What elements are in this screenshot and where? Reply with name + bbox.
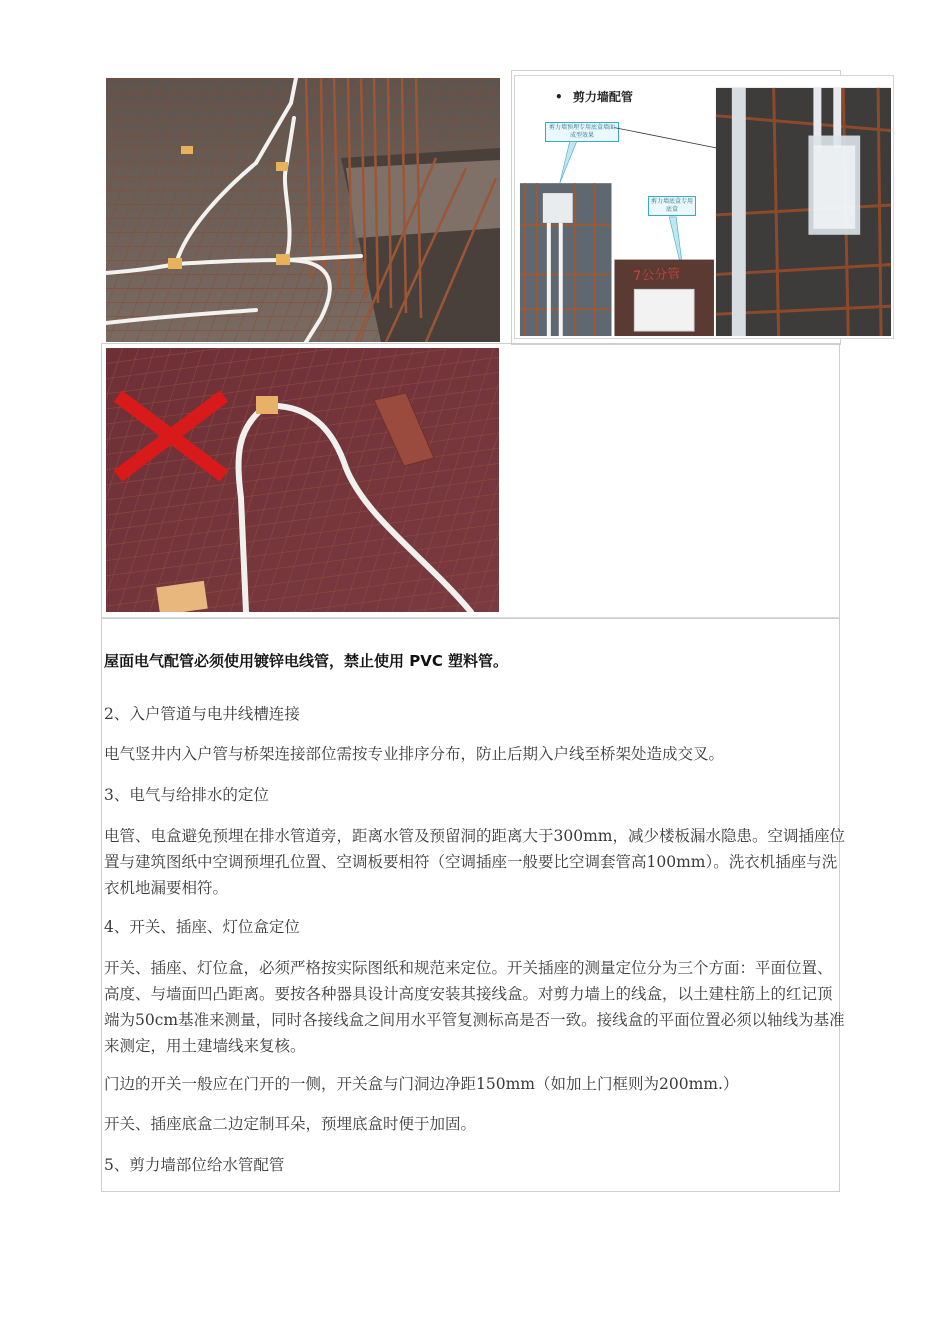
paragraph-section-3: 电管、电盒避免预埋在排水管道旁，距离水管及预留洞的距离大于300mm，减少楼板漏水隐患。空调插座位置与建筑图纸中空调预埋孔位置、空调板要相符（空调插座一般要比空调套管高100mm）。洗衣机插座与洗衣机地漏要相符。 (104, 827, 845, 897)
callout-right: 剪力墙底盒专用底盒 (648, 196, 696, 216)
box-handwriting: 7公分管 (632, 266, 681, 285)
heading-section-2: 2、入户管道与电井线槽连接 (104, 705, 300, 723)
heading-section-5: 5、剪力墙部位给水管配管 (104, 1156, 285, 1174)
photo-incorrect-roof-pvc (106, 348, 499, 612)
slide-title-text: 剪力墙配管 (572, 90, 633, 104)
roof-conduit-note: 屋面电气配管必须使用镀锌电线管，禁止使用 PVC 塑料管。 (104, 652, 509, 670)
paragraph-section-4: 开关、插座、灯位盒，必须严格按实际图纸和规范来定位。开关插座的测量定位分为三个方面：平面位置、高度、与墙面凹凸距离。要按各种器具设计高度安装其接线盒。对剪力墙上的线盒，以土建柱筋上的红记顶端为50cm基准来测量，同时各接线盒之间用水平管复测标高是否一致。接线盒的平面位置必须以轴线为基准来测定，用土建墙线来复核。 (104, 959, 845, 1055)
photo-slab-conduit (106, 78, 500, 342)
slide-bullet: • (555, 90, 563, 104)
callout-left: 剪力墙预埋专用底盒墙面成型效果 (545, 122, 619, 142)
heading-section-4: 4、开关、插座、灯位盒定位 (104, 918, 300, 936)
paragraph-section-2: 电气竖井内入户管与桥架连接部位需按专业排序分布，防止后期入户线至桥架处造成交叉。 (104, 745, 725, 763)
slide-shear-wall-conduit (514, 75, 894, 339)
heading-section-3: 3、电气与给排水的定位 (104, 786, 269, 804)
paragraph-box-ears: 开关、插座底盒二边定制耳朵，预埋底盒时便于加固。 (104, 1115, 477, 1133)
paragraph-door-switch: 门边的开关一般应在门开的一侧，开关盒与门洞边净距150mm（如加上门框则为200mm.） (104, 1075, 739, 1093)
